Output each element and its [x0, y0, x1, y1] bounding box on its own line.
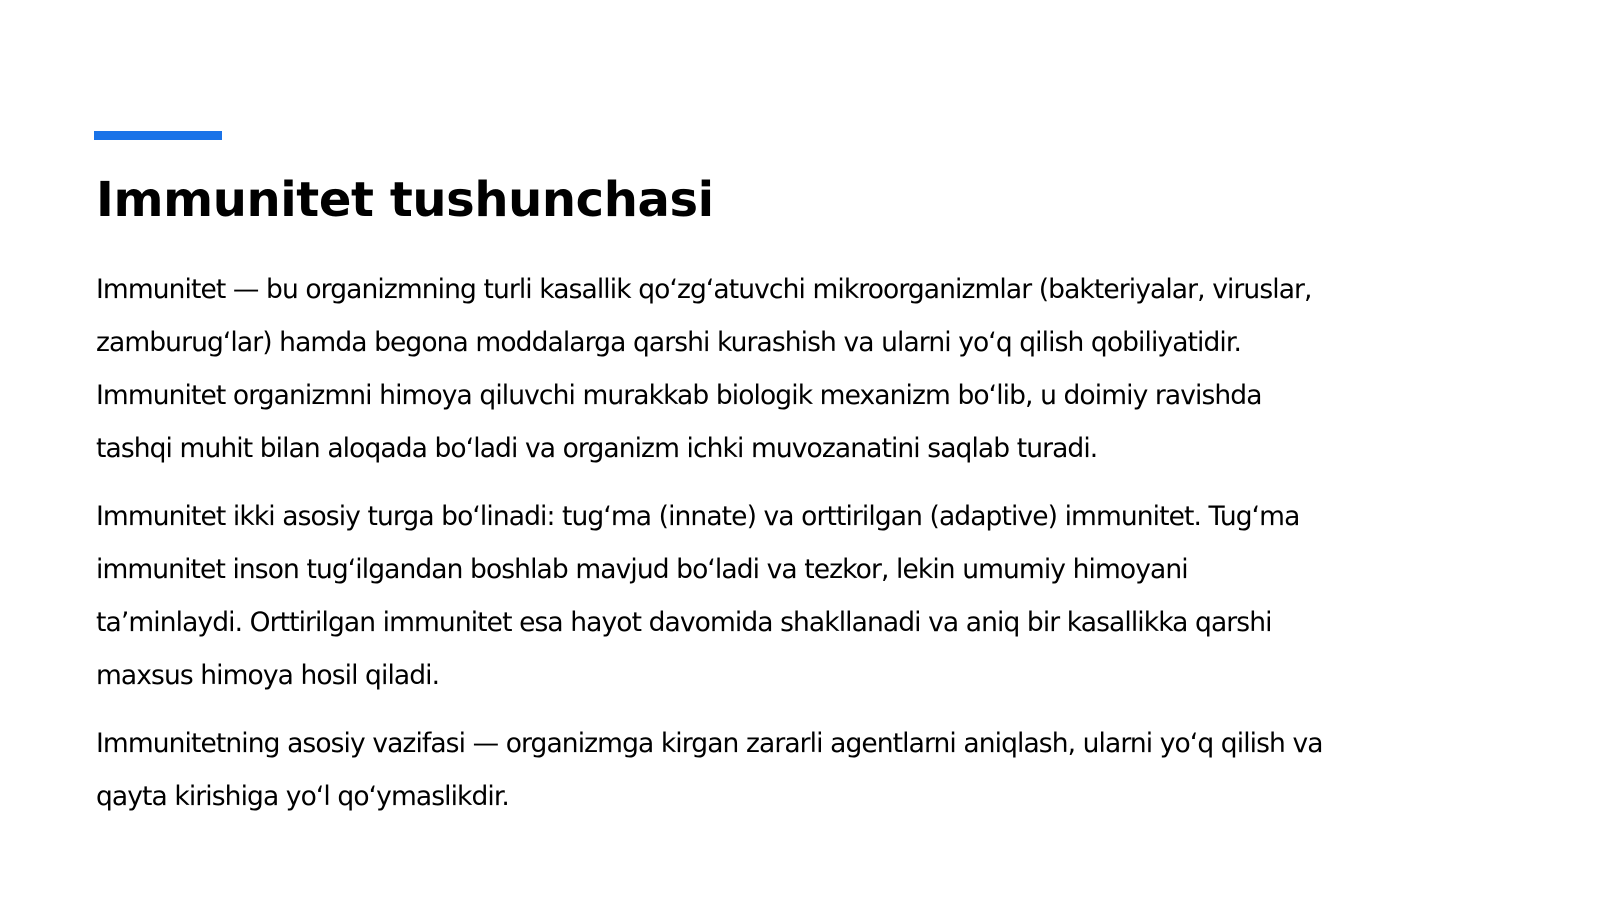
paragraph-types: [96, 490, 1546, 702]
title-accent-bar: [94, 131, 222, 140]
paragraph-line: qayta kirishiga yo‘l qo‘ymaslikdir.: [96, 781, 509, 812]
paragraph-line: Immunitet — bu organizmning turli kasallik qo‘zg‘atuvchi mikroorganizmlar (bakteriyalar, viruslar,: [96, 274, 1312, 305]
paragraph-line: maxsus himoya hosil qiladi.: [96, 660, 440, 691]
slide-title: Immunitet tushunchasi: [96, 172, 714, 228]
paragraph-line: Immunitet ikki asosiy turga bo‘linadi: tug‘ma (innate) va orttirilgan (adaptive) immunitet. Tug‘ma: [96, 501, 1300, 532]
paragraph-line: tashqi muhit bilan aloqada bo‘ladi va organizm ichki muvozanatini saqlab turadi.: [96, 433, 1098, 464]
paragraph-line: immunitet inson tug‘ilgandan boshlab mavjud bo‘ladi va tezkor, lekin umumiy himoyani: [96, 554, 1188, 585]
paragraph-line: ta’minlaydi. Orttirilgan immunitet esa hayot davomida shakllanadi va aniq bir kasallikka qarshi: [96, 607, 1272, 638]
paragraph-line: zamburug‘lar) hamda begona moddalarga qarshi kurashish va ularni yo‘q qilish qobiliyatidir.: [96, 327, 1241, 358]
slide-body: [96, 263, 1546, 838]
paragraph-line: Immunitetning asosiy vazifasi — organizmga kirgan zararli agentlarni aniqlash, ularni yo‘q qilish va: [96, 728, 1323, 759]
paragraph-line: Immunitet organizmni himoya qiluvchi murakkab biologik mexanizm bo‘lib, u doimiy ravishda: [96, 380, 1262, 411]
paragraph-function: [96, 717, 1546, 823]
paragraph-definition: [96, 263, 1546, 475]
